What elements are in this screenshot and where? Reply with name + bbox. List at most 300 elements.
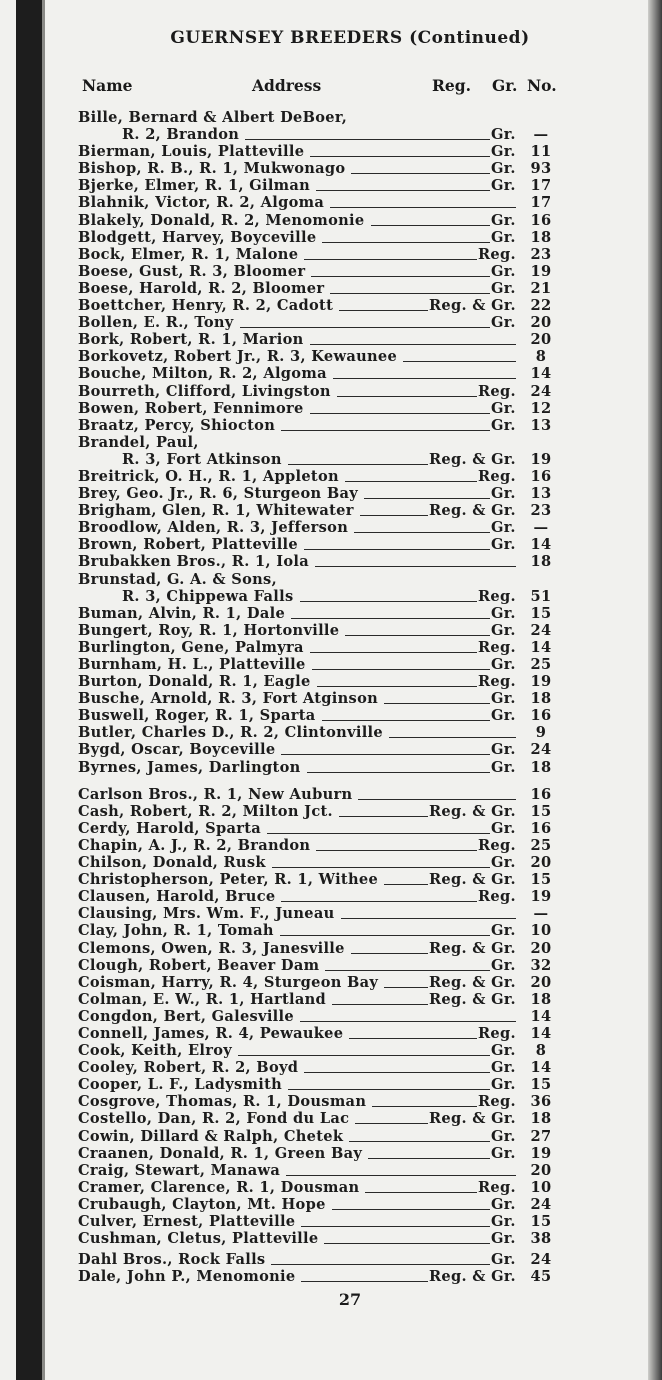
list-item (78, 109, 558, 126)
breeder-name-address: Butler, Charles D., R. 2, Clintonville (78, 724, 383, 742)
leader-line (339, 815, 428, 817)
breeder-name-address: Dahl Bros., Rock Falls (78, 1251, 266, 1269)
list-item (78, 905, 558, 922)
list-item (78, 1110, 558, 1127)
registration-type: Reg. (478, 888, 516, 906)
registration-type: Gr. (491, 1059, 516, 1077)
registration-type: Gr. (491, 741, 516, 759)
registration-type: Gr. (491, 707, 516, 725)
breeder-name-address: Brunstad, G. A. & Sons, (78, 570, 277, 588)
herd-count: 14 (530, 1024, 552, 1042)
leader-line (332, 1003, 428, 1005)
list-item (78, 1008, 558, 1025)
breeder-name-address: Bouche, Milton, R. 2, Algoma (78, 365, 327, 383)
herd-count: 38 (530, 1230, 552, 1248)
herd-count: 18 (530, 690, 552, 708)
list-item (78, 246, 558, 263)
herd-count: — (533, 519, 549, 537)
herd-count: 24 (530, 382, 552, 400)
list-item (78, 1093, 558, 1110)
leader-line (310, 155, 490, 157)
leader-line (330, 206, 516, 208)
registration-type: Reg. & Gr. (429, 990, 516, 1008)
leader-line (316, 189, 490, 191)
herd-count: 13 (530, 485, 552, 503)
herd-count: 20 (530, 1161, 552, 1179)
list-item (78, 331, 558, 348)
herd-count: 15 (530, 1076, 552, 1094)
registration-type: Reg. & Gr. (429, 297, 516, 315)
registration-type: Gr. (491, 922, 516, 940)
leader-line (372, 1105, 477, 1107)
leader-line (332, 1208, 490, 1210)
column-header-address: Address (252, 76, 322, 95)
breeder-name-address: Bygd, Oscar, Boyceville (78, 741, 276, 759)
breeder-name-address: Carlson Bros., R. 1, New Auburn (78, 785, 353, 803)
breeder-name-address: Bork, Robert, R. 1, Marion (78, 331, 304, 349)
breeder-name-address: Brey, Geo. Jr., R. 6, Sturgeon Bay (78, 485, 359, 503)
list-item (78, 314, 558, 331)
registration-type: Gr. (491, 262, 516, 280)
herd-count: 27 (530, 1127, 552, 1145)
herd-count: 20 (530, 973, 552, 991)
leader-line (288, 463, 428, 465)
breeder-name-address: Boese, Gust, R. 3, Bloomer (78, 262, 306, 280)
leader-line (280, 934, 490, 936)
leader-line (304, 1071, 490, 1073)
herd-count: 14 (530, 365, 552, 383)
list-item (78, 1076, 558, 1093)
leader-line (245, 138, 490, 140)
list-item (78, 263, 558, 280)
leader-line (271, 1263, 490, 1265)
herd-count: — (533, 126, 549, 144)
list-item (78, 690, 558, 707)
leader-line (384, 702, 490, 704)
list-item (78, 656, 558, 673)
breeder-name-address: Bierman, Louis, Platteville (78, 143, 305, 161)
book-spine (16, 0, 42, 1380)
herd-count: 12 (530, 399, 552, 417)
list-item (78, 297, 558, 314)
list-item (78, 1128, 558, 1145)
breeder-name-address: Burton, Donald, R. 1, Eagle (78, 673, 311, 691)
breeder-name-address: Boettcher, Henry, R. 2, Cadott (78, 297, 334, 315)
registration-type: Reg. & Gr. (429, 1110, 516, 1128)
leader-line (351, 172, 490, 174)
leader-line (315, 565, 516, 567)
list-item (78, 143, 558, 160)
herd-count: 32 (530, 956, 552, 974)
registration-type: Reg. (478, 673, 516, 691)
list-item (78, 280, 558, 297)
registration-type: Gr. (491, 1076, 516, 1094)
registration-type: Gr. (491, 177, 516, 195)
list-item (78, 940, 558, 957)
leader-line (365, 1191, 477, 1193)
herd-count: 24 (530, 1195, 552, 1213)
list-item (78, 519, 558, 536)
list-item (78, 1213, 558, 1230)
leader-line (300, 1020, 516, 1022)
leader-line (358, 798, 516, 800)
registration-type: Gr. (491, 1127, 516, 1145)
column-header-reg: Reg. (432, 76, 471, 95)
registration-type: Reg. & Gr. (429, 973, 516, 991)
leader-line (281, 753, 490, 755)
leader-line (317, 685, 477, 687)
list-item (78, 212, 558, 229)
leader-line (325, 969, 490, 971)
registration-type: Gr. (491, 536, 516, 554)
leader-line (312, 668, 490, 670)
registration-type: Reg. & Gr. (429, 802, 516, 820)
list-item (78, 553, 558, 570)
leader-line (267, 832, 490, 834)
list-item (78, 536, 558, 553)
herd-count: 16 (530, 467, 552, 485)
herd-count: 19 (530, 450, 552, 468)
breeder-name-address: Busche, Arnold, R. 3, Fort Atginson (78, 690, 379, 708)
breeder-name-address: Chapin, A. J., R. 2, Brandon (78, 836, 311, 854)
list-item (78, 348, 558, 365)
leader-line (341, 917, 516, 919)
registration-type: Reg. (478, 587, 516, 605)
page-right-edge (648, 0, 662, 1380)
leader-line (384, 883, 428, 885)
herd-count: 20 (530, 854, 552, 872)
leader-line (337, 395, 477, 397)
section-gap (78, 776, 558, 786)
leader-line (281, 900, 477, 902)
list-item (78, 1042, 558, 1059)
list-item (78, 1025, 558, 1042)
breeder-name-address: Cook, Keith, Elroy (78, 1042, 233, 1060)
leader-line (333, 377, 516, 379)
herd-count: 15 (530, 1213, 552, 1230)
leader-line (360, 514, 428, 516)
leader-line (240, 326, 490, 328)
leader-line (403, 360, 516, 362)
leader-line (304, 258, 477, 260)
herd-count: 16 (530, 785, 552, 803)
list-item (78, 126, 558, 143)
breeder-name-address: Brown, Robert, Platteville (78, 536, 298, 554)
herd-count: 45 (530, 1268, 552, 1286)
registration-type: Gr. (491, 1251, 516, 1269)
breeder-name-address: Chilson, Donald, Rusk (78, 854, 266, 872)
registration-type: Gr. (491, 621, 516, 639)
breeder-name-address: Cooley, Robert, R. 2, Boyd (78, 1059, 299, 1077)
leader-line (272, 866, 490, 868)
herd-count: 9 (535, 724, 547, 742)
list-item (78, 991, 558, 1008)
registration-type: Reg. (478, 382, 516, 400)
breeder-name-address: Blodgett, Harvey, Boyceville (78, 228, 317, 246)
list-item (78, 786, 558, 803)
page-number: 27 (338, 1290, 362, 1309)
registration-type: Gr. (491, 819, 516, 837)
leader-line (384, 986, 428, 988)
herd-count: 15 (530, 604, 552, 622)
registration-type: Gr. (491, 126, 516, 144)
registration-type: Gr. (491, 211, 516, 229)
registration-type: Gr. (491, 604, 516, 622)
leader-line (286, 1174, 516, 1176)
list-item (78, 803, 558, 820)
registration-type: Reg. & Gr. (429, 502, 516, 520)
list-item (78, 468, 558, 485)
herd-count: 18 (530, 228, 552, 246)
breeder-name-address: Bjerke, Elmer, R. 1, Gilman (78, 177, 311, 195)
list-item (78, 741, 558, 758)
list-item (78, 194, 558, 211)
breeder-name-address: Broodlow, Alden, R. 3, Jefferson (78, 519, 349, 537)
breeder-name-address: Cash, Robert, R. 2, Milton Jct. (78, 802, 333, 820)
leader-line (389, 736, 516, 738)
breeder-name-address: Buman, Alvin, R. 1, Dale (78, 604, 286, 622)
registration-type: Reg. & Gr. (429, 450, 516, 468)
herd-count: 17 (530, 177, 552, 195)
breeder-name-address: R. 2, Brandon (122, 126, 240, 144)
breeder-name-address: Bishop, R. B., R. 1, Mukwonago (78, 160, 346, 178)
herd-count: 22 (530, 297, 552, 315)
registration-type: Gr. (491, 1144, 516, 1162)
breeder-name-address: Colman, E. W., R. 1, Hartland (78, 990, 326, 1008)
herd-count: 19 (530, 1144, 552, 1162)
list-item (78, 854, 558, 871)
breeder-name-address: Burnham, H. L., Platteville (78, 656, 306, 673)
list-item (78, 759, 558, 776)
breeder-name-address: Buswell, Roger, R. 1, Sparta (78, 707, 316, 725)
list-item (78, 1059, 558, 1076)
herd-count: 51 (530, 587, 552, 605)
herd-count: 20 (530, 939, 552, 957)
list-item (78, 1145, 558, 1162)
list-item (78, 888, 558, 905)
registration-type: Reg. (478, 638, 516, 656)
leader-line (322, 241, 490, 243)
list-item (78, 622, 558, 639)
list-item (78, 1230, 558, 1247)
leader-line (304, 548, 490, 550)
breeder-name-address: Braatz, Percy, Shiocton (78, 416, 276, 434)
breeder-name-address: Costello, Dan, R. 2, Fond du Lac (78, 1110, 350, 1128)
registration-type: Gr. (491, 228, 516, 246)
leader-line (291, 617, 490, 619)
breeder-name-address: Cosgrove, Thomas, R. 1, Dousman (78, 1093, 367, 1111)
list-item (78, 588, 558, 605)
herd-count: 19 (530, 673, 552, 691)
leader-line (349, 1140, 490, 1142)
breeder-name-address: Clemons, Owen, R. 3, Janesville (78, 939, 345, 957)
herd-count: 24 (530, 741, 552, 759)
registration-type: Gr. (491, 1213, 516, 1230)
leader-line (310, 412, 490, 414)
breeder-name-address: Craanen, Donald, R. 1, Green Bay (78, 1144, 363, 1162)
breeder-name-address: Bille, Bernard & Albert DeBoer, (78, 109, 348, 126)
registration-type: Gr. (491, 314, 516, 332)
list-item (78, 707, 558, 724)
breeder-name-address: Breitrick, O. H., R. 1, Appleton (78, 467, 339, 485)
herd-count: 8 (535, 348, 547, 366)
registration-type: Gr. (491, 160, 516, 178)
leader-line (301, 1280, 428, 1282)
breeder-name-address: Bock, Elmer, R. 1, Malone (78, 245, 299, 263)
herd-count: 18 (530, 758, 552, 776)
list-item (78, 383, 558, 400)
breeder-name-address: Bourreth, Clifford, Livingston (78, 382, 331, 400)
registration-type: Reg. (478, 245, 516, 263)
leader-line (310, 651, 477, 653)
registration-type: Reg. (478, 1093, 516, 1111)
breeder-list (78, 109, 558, 1285)
breeder-name-address: Clausing, Mrs. Wm. F., Juneau (78, 905, 335, 923)
breeder-name-address: Congdon, Bert, Galesville (78, 1007, 294, 1025)
herd-count: 16 (530, 819, 552, 837)
list-item (78, 502, 558, 519)
breeder-name-address: Dale, John P., Menomonie (78, 1268, 296, 1286)
breeder-name-address: Culver, Ernest, Platteville (78, 1213, 296, 1230)
herd-count: 18 (530, 990, 552, 1008)
leader-line (300, 600, 477, 602)
leader-line (355, 1122, 428, 1124)
list-item (78, 417, 558, 434)
leader-line (339, 309, 428, 311)
leader-line (330, 292, 490, 294)
herd-count: 17 (530, 194, 552, 212)
herd-count: 24 (530, 1251, 552, 1269)
leader-line (281, 429, 490, 431)
breeder-name-address: R. 3, Chippewa Falls (122, 587, 294, 605)
list-item (78, 451, 558, 468)
leader-line (345, 480, 477, 482)
list-item (78, 400, 558, 417)
herd-count: 25 (530, 656, 552, 673)
breeder-name-address: Brubakken Bros., R. 1, Iola (78, 553, 309, 571)
leader-line (354, 531, 490, 533)
herd-count: 13 (530, 416, 552, 434)
leader-line (349, 1037, 477, 1039)
herd-count: 8 (535, 1042, 547, 1060)
column-headers (82, 76, 558, 96)
breeder-name-address: Burlington, Gene, Palmyra (78, 638, 304, 656)
list-item (78, 229, 558, 246)
list-item (78, 673, 558, 690)
list-item (78, 485, 558, 502)
herd-count: 14 (530, 1007, 552, 1025)
herd-count: 14 (530, 638, 552, 656)
herd-count: 15 (530, 802, 552, 820)
leader-line (345, 634, 490, 636)
leader-line (371, 224, 490, 226)
breeder-name-address: Clausen, Harold, Bruce (78, 888, 276, 906)
list-item (78, 160, 558, 177)
leader-line (322, 719, 490, 721)
registration-type: Gr. (491, 656, 516, 673)
breeder-name-address: R. 3, Fort Atkinson (122, 450, 282, 468)
herd-count: 15 (530, 871, 552, 889)
breeder-name-address: Bungert, Roy, R. 1, Hortonville (78, 621, 340, 639)
column-header-gr: Gr. (492, 76, 518, 95)
list-item (78, 922, 558, 939)
list-item (78, 1251, 558, 1268)
list-item (78, 837, 558, 854)
list-item (78, 365, 558, 382)
list-item (78, 957, 558, 974)
registration-type: Gr. (491, 956, 516, 974)
leader-line (311, 275, 490, 277)
registration-type: Gr. (491, 1230, 516, 1248)
herd-count: — (533, 905, 549, 923)
herd-count: 24 (530, 621, 552, 639)
list-item (78, 177, 558, 194)
registration-type: Gr. (491, 1195, 516, 1213)
breeder-name-address: Brandel, Paul, (78, 433, 199, 451)
list-item (78, 639, 558, 656)
registration-type: Reg. (478, 467, 516, 485)
herd-count: 23 (530, 502, 552, 520)
leader-line (316, 849, 477, 851)
column-header-name: Name (82, 76, 133, 95)
herd-count: 23 (530, 245, 552, 263)
breeder-name-address: Cooper, L. F., Ladysmith (78, 1076, 283, 1094)
spine-edge (42, 0, 45, 1380)
leader-line (307, 771, 490, 773)
herd-count: 14 (530, 536, 552, 554)
leader-line (238, 1054, 490, 1056)
herd-count: 18 (530, 1110, 552, 1128)
breeder-name-address: Christopherson, Peter, R. 1, Withee (78, 871, 379, 889)
breeder-name-address: Byrnes, James, Darlington (78, 758, 301, 776)
leader-line (288, 1088, 490, 1090)
breeder-name-address: Connell, James, R. 4, Pewaukee (78, 1024, 344, 1042)
list-item (78, 871, 558, 888)
herd-count: 19 (530, 888, 552, 906)
page-title: GUERNSEY BREEDERS (Continued) (170, 28, 530, 48)
breeder-name-address: Coisman, Harry, R. 4, Sturgeon Bay (78, 973, 379, 991)
registration-type: Reg. & Gr. (429, 871, 516, 889)
list-item (78, 434, 558, 451)
breeder-name-address: Clay, John, R. 1, Tomah (78, 922, 274, 940)
registration-type: Gr. (491, 758, 516, 776)
registration-type: Gr. (491, 1042, 516, 1060)
herd-count: 25 (530, 836, 552, 854)
herd-count: 19 (530, 262, 552, 280)
herd-count: 10 (530, 1178, 552, 1196)
leader-line (364, 497, 490, 499)
registration-type: Gr. (491, 854, 516, 872)
breeder-name-address: Bowen, Robert, Fennimore (78, 399, 304, 417)
herd-count: 36 (530, 1093, 552, 1111)
registration-type: Reg. (478, 836, 516, 854)
registration-type: Gr. (491, 399, 516, 417)
leader-line (301, 1225, 490, 1227)
breeder-name-address: Cramer, Clarence, R. 1, Dousman (78, 1178, 360, 1196)
registration-type: Gr. (491, 519, 516, 537)
herd-count: 21 (530, 279, 552, 297)
breeder-name-address: Blahnik, Victor, R. 2, Algoma (78, 194, 325, 212)
herd-count: 18 (530, 553, 552, 571)
list-item (78, 1268, 558, 1285)
registration-type: Gr. (491, 279, 516, 297)
registration-type: Reg. (478, 1024, 516, 1042)
herd-count: 10 (530, 922, 552, 940)
column-header-no: No. (527, 76, 557, 95)
herd-count: 11 (530, 143, 552, 161)
herd-count: 20 (530, 314, 552, 332)
list-item (78, 605, 558, 622)
